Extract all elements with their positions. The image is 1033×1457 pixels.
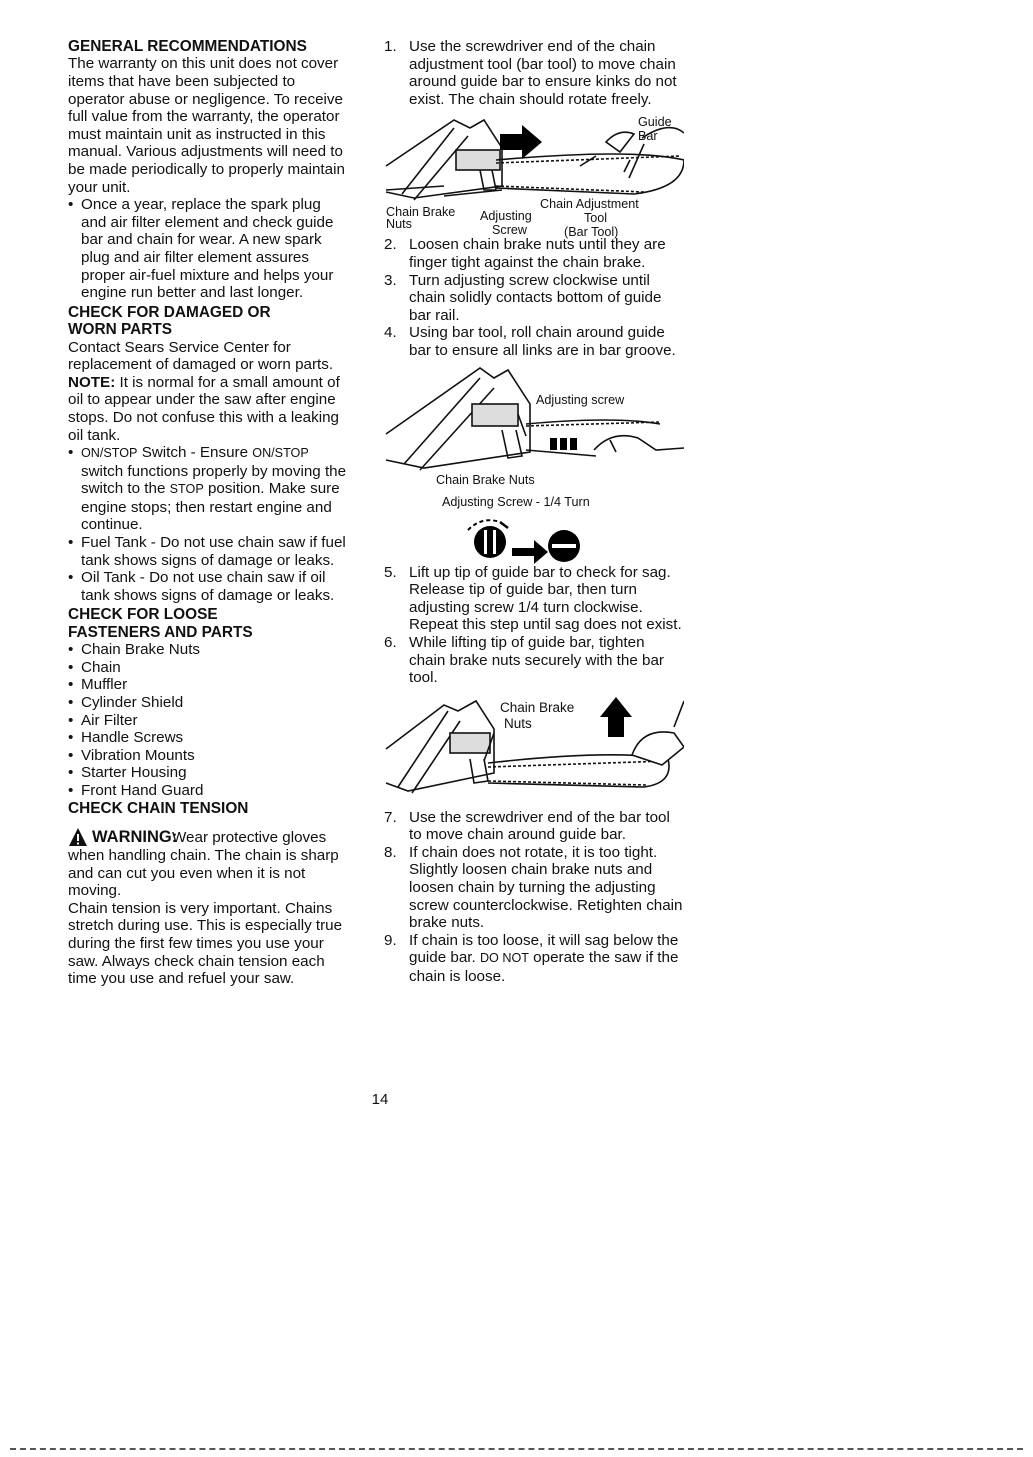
heading-chain-tension: CHECK CHAIN TENSION xyxy=(68,799,249,817)
step-2-text: Loosen chain brake nuts until they are finger tight against the chain brake. xyxy=(409,236,666,271)
list-item: • Vibration Mounts xyxy=(68,747,350,765)
switch-text-a: Switch - Ensure xyxy=(141,444,249,462)
list-item: • Chain Brake Nuts xyxy=(68,641,350,659)
tension-paragraph: Chain tension is very important. Chains stretch during use. This is especially true during the first few times you use your saw. Always check chain tension each time you use and refuel your saw. xyxy=(68,899,343,988)
right-column xyxy=(384,38,684,986)
loose-parts-list xyxy=(68,641,350,799)
label-bar-tool: (Bar Tool) xyxy=(564,225,619,240)
page-number: 14 xyxy=(371,1091,389,1108)
warning-text: Wear protective gloves when handling chain. The chain is sharp and can cut you even when it is not moving. xyxy=(68,829,339,900)
figure-adjusting-screw xyxy=(384,360,684,564)
step-3-text: Turn adjusting screw clockwise until chain solidly contacts bottom of guide bar rail. xyxy=(409,271,662,324)
label-adjusting: Adjusting xyxy=(480,209,532,224)
step-9-do-not: DO NOT xyxy=(479,951,529,966)
arrow-right-icon xyxy=(500,125,542,159)
left-column xyxy=(68,38,350,988)
label-chain-brake: Chain Brake xyxy=(500,699,575,715)
switch-text-c: position. Make sure engine stops; then restart engine and continue. xyxy=(81,480,340,534)
list-item: • Chain xyxy=(68,659,350,677)
bullet-once-a-year: • Once a year, replace the spark plug and air filter element and check guide bar and chain for wear. A new spark plug and air filter element assures proper air-fuel mixture and helps your engine run better and last longer. xyxy=(68,196,350,302)
label-quarter-turn: Adjusting Screw - 1/4 Turn xyxy=(442,494,590,509)
note-paragraph xyxy=(68,374,350,444)
label-nuts: Nuts xyxy=(504,715,532,731)
bullet-oil-tank: • Oil Tank - Do not use chain saw if oil tank shows signs of damage or leaks. xyxy=(68,569,350,604)
label-adjusting-screw: Adjusting screw xyxy=(536,392,625,407)
bottom-divider xyxy=(10,1448,1023,1450)
list-item: • Handle Screws xyxy=(68,729,350,747)
bullet-fuel-tank: • Fuel Tank - Do not use chain saw if fuel tank shows signs of damage or leaks. xyxy=(68,534,350,569)
list-item: • Starter Housing xyxy=(68,764,350,782)
figure-chain-adjustment xyxy=(384,108,684,240)
switch-label-1: ON/STOP xyxy=(81,446,138,461)
chainsaw-illustration-2 xyxy=(384,360,684,564)
heading-general-recommendations: GENERAL RECOMMENDATIONS xyxy=(68,38,307,55)
label-screw: Screw xyxy=(492,223,527,238)
step-4: 4. Using bar tool, roll chain around guide bar to ensure all links are in bar groove. xyxy=(384,324,676,359)
figure-tighten-nuts xyxy=(384,687,684,809)
step-6-text: While lifting tip of guide bar, tighten chain brake nuts securely with the bar tool. xyxy=(409,633,664,687)
step-5: 5. Lift up tip of guide bar to check for sag. Release tip of guide bar, then turn adjusting screw 1/4 turn clockwise. Repeat this step until sag does not exist. xyxy=(384,563,682,634)
label-guide: Guide xyxy=(638,115,672,130)
label-bar: Bar xyxy=(638,129,658,144)
heading-loose-1: CHECK FOR LOOSE xyxy=(68,606,218,624)
heading-damaged-parts-2: WORN PARTS xyxy=(68,321,173,339)
step-9-text-b: operate the saw if the chain is loose. xyxy=(409,949,679,986)
step-9-text-a: If chain is too loose, it will sag below the guide bar. xyxy=(409,931,679,967)
list-item: • Cylinder Shield xyxy=(68,694,350,712)
quarter-turn-icon xyxy=(468,520,580,564)
label-chain-brake-nuts: Chain Brake Nuts xyxy=(436,472,535,487)
label-nuts: Nuts xyxy=(386,217,412,232)
label-chain-adjustment: Chain Adjustment xyxy=(540,197,639,212)
step-8-text: If chain does not rotate, it is too tight. Slightly loosen chain brake nuts and loosen chain by turning the adjusting screw counterclockwise. Retighten chain brake nuts. xyxy=(409,843,683,932)
switch-label-2: ON/STOP xyxy=(252,446,309,461)
bullet-switch xyxy=(68,444,350,534)
switch-label-3: STOP xyxy=(169,482,204,497)
step-7: 7. Use the screwdriver end of the bar tool to move chain around guide bar. xyxy=(384,808,670,844)
step-5-text: Lift up tip of guide bar to check for sag. Release tip of guide bar, then turn adjusting screw 1/4 turn clockwise. Repeat this step until sag does not exist. xyxy=(409,563,682,634)
heading-loose-2: FASTENERS AND PARTS xyxy=(68,623,253,641)
arrow-up-icon xyxy=(600,697,632,737)
switch-text-b: switch functions properly by moving the switch to the xyxy=(81,462,347,498)
step-1-text: Use the screwdriver end of the chain adjustment tool (bar tool) to move chain around guide bar to ensure kinks do not exist. The chain should rotate freely. xyxy=(409,38,677,108)
warning-icon xyxy=(68,827,88,847)
contact-paragraph: Contact Sears Service Center for replacement of damaged or worn parts. xyxy=(68,338,334,374)
list-item: • Muffler xyxy=(68,676,350,694)
list-item: • Front Hand Guard xyxy=(68,782,350,800)
step-3: 3. Turn adjusting screw clockwise until chain solidly contacts bottom of guide bar rail. xyxy=(384,271,662,324)
note-label: NOTE: xyxy=(68,373,116,391)
label-tool: Tool xyxy=(584,211,608,226)
step-2: 2. Loosen chain brake nuts until they are finger tight against the chain brake. xyxy=(384,236,666,271)
step-7-text: Use the screwdriver end of the bar tool to move chain around guide bar. xyxy=(409,808,670,844)
step-4-text: Using bar tool, roll chain around guide bar to ensure all links are in bar groove. xyxy=(409,324,676,359)
label-chain-brake: Chain Brake xyxy=(386,205,456,220)
step-8: 8. If chain does not rotate, it is too tight. Slightly loosen chain brake nuts and loosen chain by turning the adjusting screw counterclockwise. Retighten chain brake nuts. xyxy=(384,843,683,932)
step-9: 9. If chain is too loose, it will sag below the guide bar. DO NOT operate the saw if the chain is loose. xyxy=(384,931,679,986)
note-text: It is normal for a small amount of oil to appear under the saw after engine stops. Do not confuse this with a leaking oil tank. xyxy=(68,373,340,444)
step-6: 6. While lifting tip of guide bar, tighten chain brake nuts securely with the bar tool. xyxy=(384,633,664,687)
step-1: 1. Use the screwdriver end of the chain adjustment tool (bar tool) to move chain around guide bar to ensure kinks do not exist. The chain should rotate freely. xyxy=(384,38,677,108)
heading-damaged-parts-1: CHECK FOR DAMAGED OR xyxy=(68,303,271,321)
warning-label: WARNING: xyxy=(92,828,178,847)
general-paragraph: The warranty on this unit does not cover items that have been subjected to operator abuse or negligence. To receive full value from the warranty, the operator must maintain unit as instructed in this manual. Various adjustments will need to be made periodically to properly maintain your unit. xyxy=(68,55,345,196)
list-item: • Air Filter xyxy=(68,712,350,730)
